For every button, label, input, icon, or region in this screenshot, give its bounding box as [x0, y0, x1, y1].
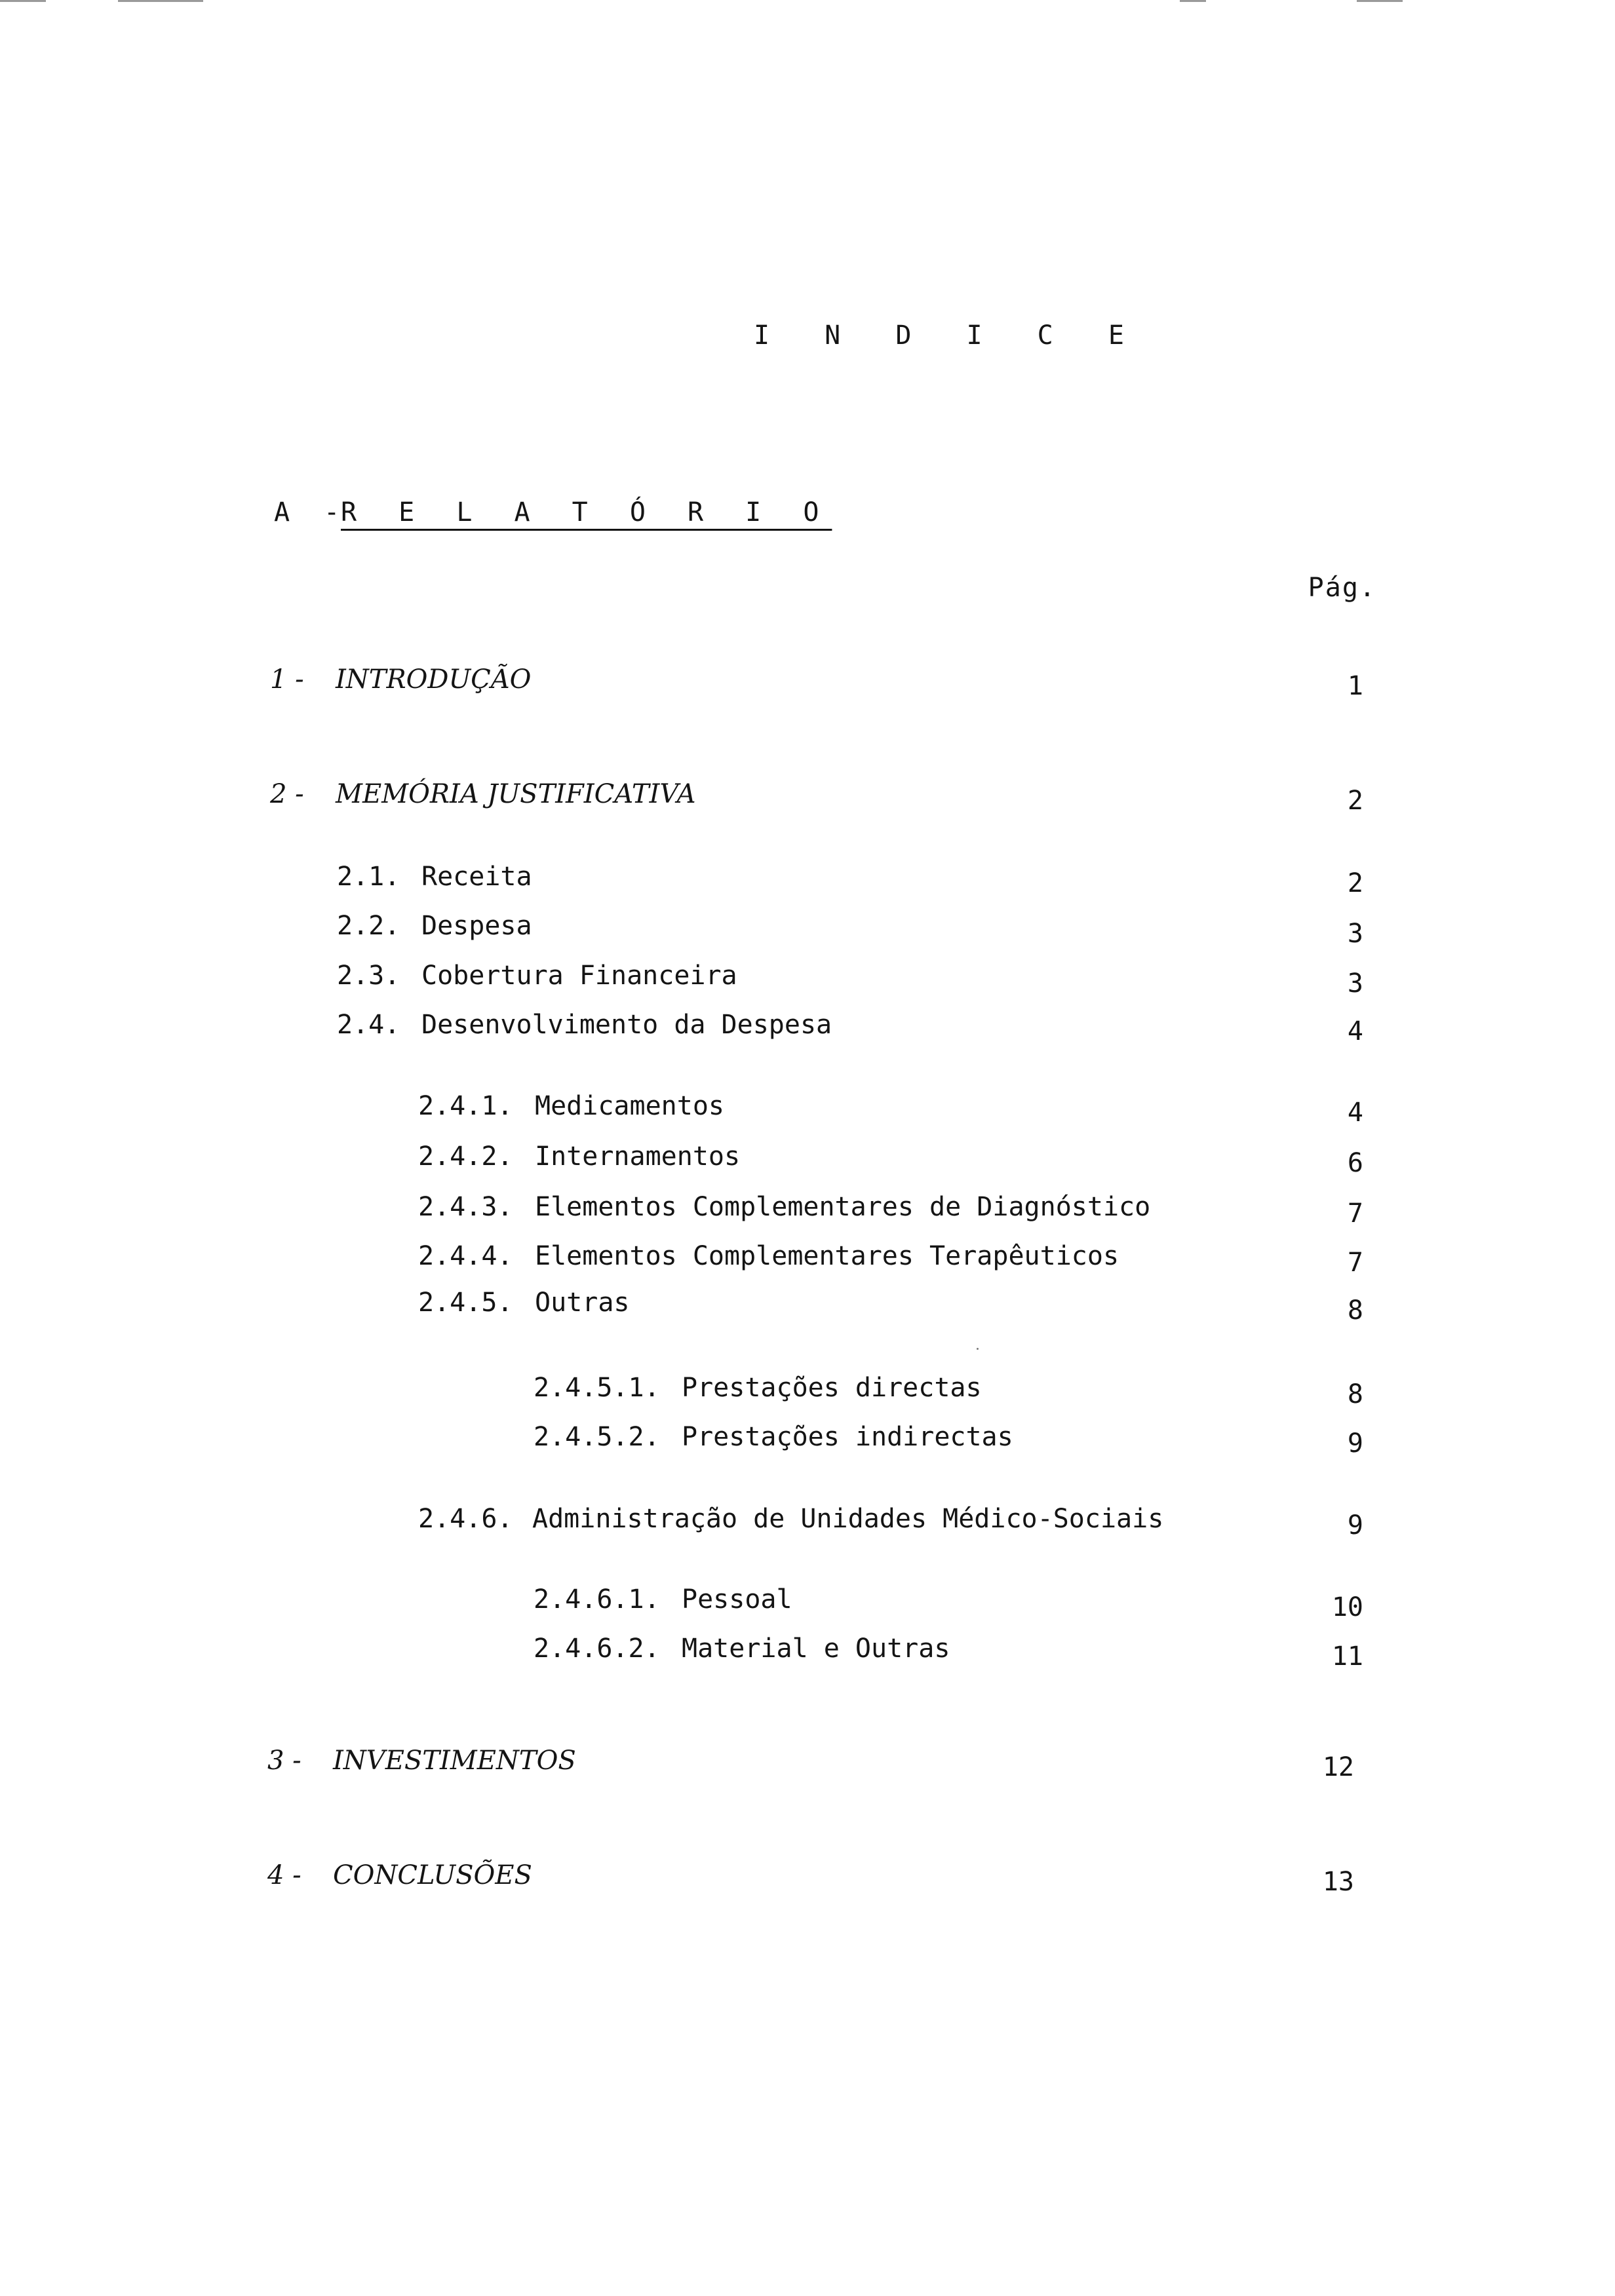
toc-number: 2.4.6.1.: [534, 1584, 660, 1615]
toc-number: 4 -: [267, 1860, 302, 1890]
toc-label: Material e Outras: [682, 1634, 950, 1664]
index-title: I N D I C E: [754, 320, 1144, 351]
scan-artifact: [1357, 0, 1403, 2]
toc-label: Administração de Unidades Médico-Sociais: [532, 1504, 1164, 1534]
section-prefix: A -: [274, 497, 349, 527]
toc-label: INVESTIMENTOS: [333, 1746, 576, 1776]
toc-label: Outras: [535, 1288, 630, 1318]
scan-speck: [977, 1348, 979, 1350]
toc-number: 3 -: [267, 1746, 302, 1776]
toc-page: 7: [1347, 1198, 1363, 1229]
toc-label: Prestações indirectas: [682, 1422, 1013, 1452]
toc-page: 9: [1347, 1510, 1363, 1540]
toc-label: Cobertura Financeira: [421, 961, 737, 991]
toc-page: 3: [1347, 968, 1363, 999]
toc-page: 2: [1347, 868, 1363, 898]
toc-page: 6: [1347, 1148, 1363, 1178]
scan-artifact: [118, 0, 203, 2]
toc-number: 2 -: [270, 779, 304, 809]
toc-number: 2.2.: [337, 911, 400, 941]
toc-page: 13: [1322, 1867, 1354, 1897]
toc-label: Desenvolvimento da Despesa: [421, 1010, 832, 1040]
toc-label: Pessoal: [682, 1584, 792, 1615]
toc-number: 2.4.5.2.: [534, 1422, 660, 1452]
toc-page: 9: [1347, 1428, 1363, 1459]
toc-page: 1: [1347, 671, 1363, 701]
toc-label: Medicamentos: [535, 1091, 724, 1121]
toc-page: 3: [1347, 919, 1363, 949]
toc-number: 2.4.1.: [418, 1091, 513, 1121]
toc-page: 10: [1331, 1592, 1363, 1622]
toc-number: 2.4.5.: [418, 1288, 513, 1318]
toc-page: 8: [1347, 1295, 1363, 1326]
section-title: R E L A T Ó R I O: [341, 497, 832, 527]
toc-label: Elementos Complementares Terapêuticos: [535, 1241, 1119, 1271]
toc-page: 12: [1322, 1752, 1354, 1782]
page-column-label: Pág.: [1308, 573, 1376, 603]
toc-label: Receita: [421, 862, 532, 892]
toc-number: 2.4.6.2.: [534, 1634, 660, 1664]
toc-number: 2.4.3.: [418, 1192, 513, 1222]
toc-label: Prestações directas: [682, 1373, 982, 1403]
toc-label: MEMÓRIA JUSTIFICATIVA: [336, 779, 696, 809]
toc-number: 2.4.4.: [418, 1241, 513, 1271]
toc-label: Internamentos: [535, 1141, 741, 1172]
toc-page: 4: [1347, 1098, 1363, 1128]
toc-label: Despesa: [421, 911, 532, 941]
toc-page: 8: [1347, 1379, 1363, 1409]
toc-number: 2.4.2.: [418, 1141, 513, 1172]
scan-artifact: [0, 0, 46, 2]
toc-label: Elementos Complementares de Diagnóstico: [535, 1192, 1151, 1222]
toc-number: 2.4.6.: [418, 1504, 513, 1534]
toc-page: 4: [1347, 1016, 1363, 1046]
toc-number: 2.3.: [337, 961, 400, 991]
toc-page: 7: [1347, 1248, 1363, 1278]
toc-label: CONCLUSÕES: [333, 1860, 532, 1890]
toc-page: 11: [1331, 1641, 1363, 1672]
toc-page: 2: [1347, 786, 1363, 816]
toc-number: 2.4.5.1.: [534, 1373, 660, 1403]
toc-number: 2.1.: [337, 862, 400, 892]
toc-number: 2.4.: [337, 1010, 400, 1040]
toc-number: 1 -: [270, 664, 304, 695]
toc-label: INTRODUÇÃO: [336, 664, 532, 695]
scan-artifact: [1180, 0, 1206, 2]
